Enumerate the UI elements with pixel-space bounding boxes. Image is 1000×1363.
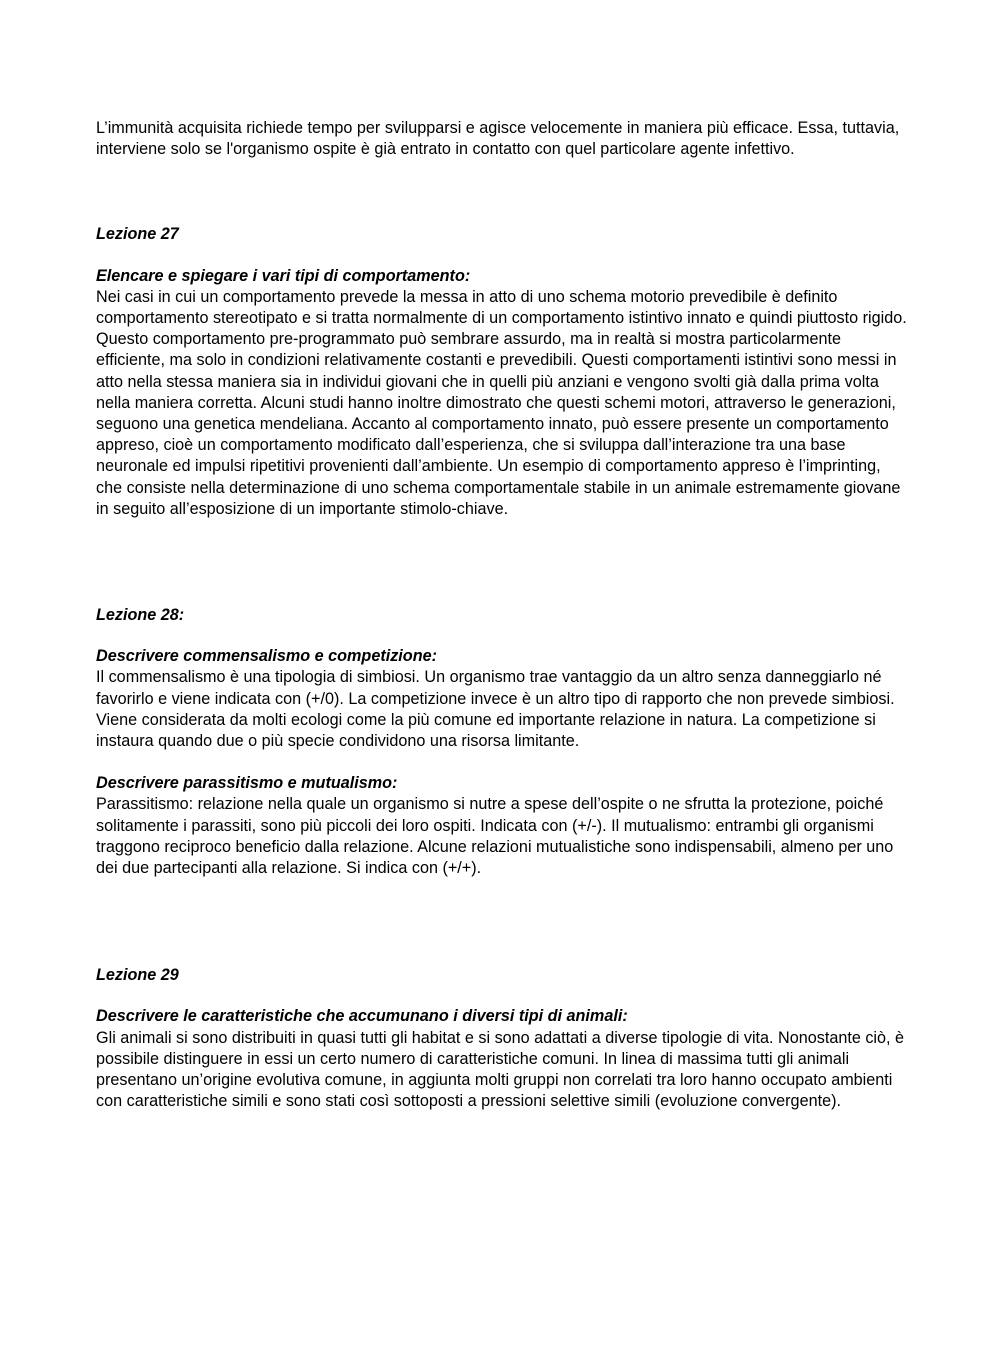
document-page [96,118,908,1113]
lesson-28-answer-2: Parassitismo: relazione nella quale un organismo si nutre a spese dell’ospite o ne sfrutta la protezione, poiché solitamente i parassiti, sono più piccoli dei loro ospiti. Indicata con (+/-). Il mutualismo: entrambi gli organismi traggono reciproco beneficio dalla relazione. Alcune relazioni mutualistiche sono indispensabili, almeno per uno dei due partecipanti alla relazione. Si indica con (+/+). [96,795,894,878]
lesson-27-title: Lezione 27 [96,225,179,244]
lesson-28-answer-1: Il commensalismo è una tipologia di simbiosi. Un organismo trae vantaggio da un altro senza danneggiarlo né favorirlo e viene indicata con (+/0). La competizione invece è un altro tipo di rapporto che non prevede simbiosi. Viene considerata da molti ecologi come la più comune ed importante relazione in natura. La competizione si instaura quando due o più specie condividono una risorsa limitante. [96,668,895,751]
lesson-27-question: Elencare e spiegare i vari tipi di comportamento: [96,266,471,285]
lesson-28-title: Lezione 28: [96,606,185,625]
lesson-28-question-1: Descrivere commensalismo e competizione: [96,647,437,666]
lesson-28-question-2: Descrivere parassitismo e mutualismo: [96,774,398,793]
lesson-29-title: Lezione 29 [96,966,179,985]
lesson-27-answer: Nei casi in cui un comportamento prevede la messa in atto di uno schema motorio prevedibile è definito comportamento stereotipato e si tratta normalmente di un comportamento istintivo innato e quindi piuttosto rigido. Questo comportamento pre-programmato può sembrare assurdo, ma in realtà si mostra particolarmente efficiente, ma solo in condizioni relativamente costanti e prevedibili. Questi comportamenti istintivi sono messi in atto nella stessa maniera sia in individui giovani che in quelli più anziani e vengono svolti già dalla prima volta nella maniera corretta. Alcuni studi hanno inoltre dimostrato che questi schemi motori, attraverso le generazioni, seguono una genetica mendeliana. Accanto al comportamento innato, può essere presente un comportamento appreso, cioè un comportamento modificato dall’esperienza, che si sviluppa dall’interazione tra una base neuronale ed impulsi ripetitivi provenienti dall’ambiente. Un esempio di comportamento appreso è l’imprinting, che consiste nella determinazione di uno schema comportamentale stabile in un animale estremamente giovane in seguito all’esposizione di un importante stimolo-chiave. [96,287,907,518]
intro-paragraph: L’immunità acquisita richiede tempo per svilupparsi e agisce velocemente in maniera più efficace. Essa, tuttavia, interviene solo se l'organismo ospite è già entrato in contatto con quel particolare agente infettivo. [96,119,900,159]
lesson-29-question: Descrivere le caratteristiche che accumunano i diversi tipi di animali: [96,1007,628,1026]
lesson-29-answer: Gli animali si sono distribuiti in quasi tutti gli habitat e si sono adattati a diverse tipologie di vita. Nonostante ciò, è possibile distinguere in essi un certo numero di caratteristiche comuni. In linea di massima tutti gli animali presentano un’origine evolutiva comune, in aggiunta molti gruppi non correlati tra loro hanno occupato ambienti con caratteristiche simili e sono stati così sottoposti a pressioni selettive simili (evoluzione convergente). [96,1028,905,1111]
